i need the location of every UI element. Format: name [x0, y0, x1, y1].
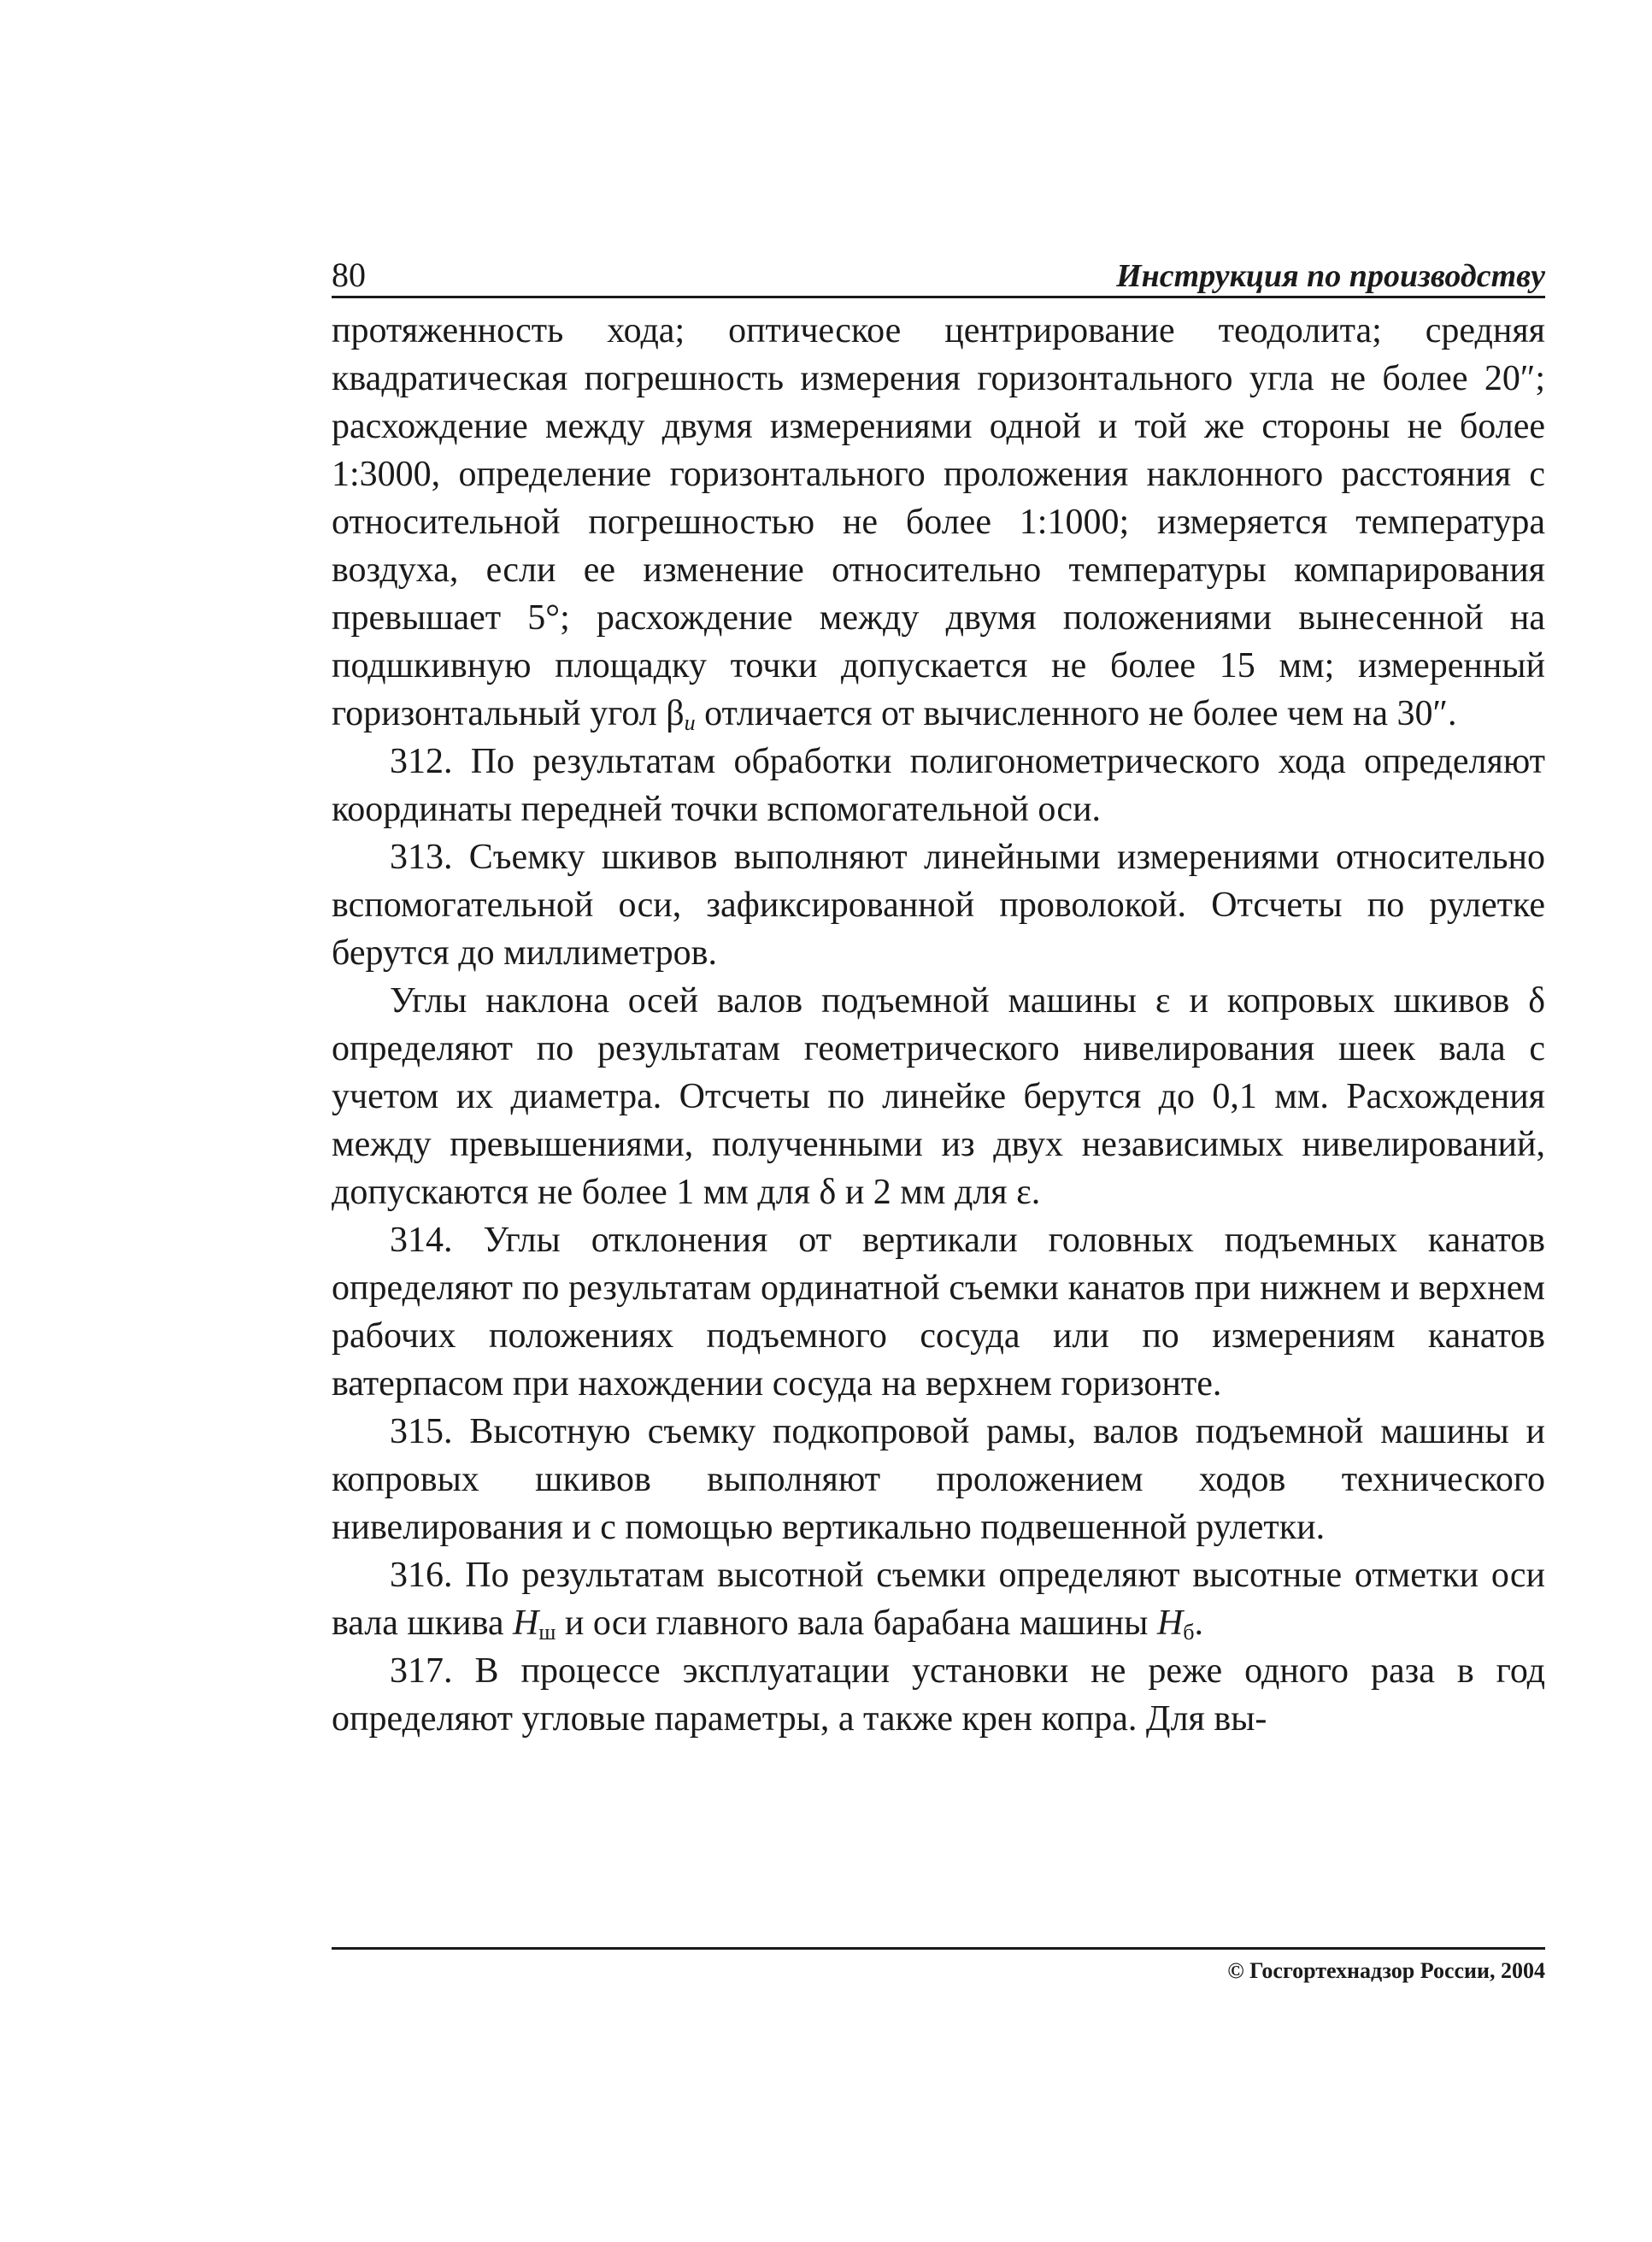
- page-footer: [332, 1947, 1545, 1984]
- paragraph-text-end: .: [1194, 1604, 1203, 1643]
- subscript-baraban: б: [1183, 1620, 1195, 1645]
- page-number: 80: [332, 256, 366, 294]
- symbol-h-shkiv: Н: [513, 1604, 539, 1643]
- running-title: Инструкция по производству: [1116, 258, 1545, 294]
- paragraph-313: 313. Съемку шкивов выполняют линейными измерениями относительно вспомогательной оси, зафиксированной проволокой. Отсчеты по рулетке берутся до миллиметров.: [332, 838, 1545, 973]
- page-content: [332, 248, 1545, 1743]
- paragraph-312: 312. По результатам обработки полигонометрического хода определяют координаты передней точки вспомогательной оси.: [332, 742, 1545, 829]
- paragraph-text: протяженность хода; оптическое центрирование теодолита; средняя квадратическая погрешность измерения горизонтального угла не более 20″; расхождение между двумя измерениями одной и той же стороны не более 1:3000, определение горизонтального проложения наклонного расстояния с относительной погрешностью не более 1:1000; измеряется температура воздуха, если ее изменение относительно температуры компарирования превышает 5°; расхождение между двумя положениями вынесенной на подшкивную площадку точки допускается не более 15 мм; измеренный горизонтальный угол β: [332, 311, 1545, 733]
- paragraph-313-continued: Углы наклона осей валов подъемной машины ε и копровых шкивов δ определяют по результатам геометрического нивелирования шеек вала с учетом их диаметра. Отсчеты по линейке берутся до 0,1 мм. Расхождения между превышениями, полученными из двух независимых нивелирований, допускаются не более 1 мм для δ и 2 мм для ε.: [332, 981, 1545, 1212]
- copyright-notice: © Госгортехнадзор России, 2004: [1227, 1958, 1545, 1983]
- paragraph-text-end: отличается от вычисленного не более чем на 30″.: [695, 694, 1457, 733]
- beta-subscript: и: [684, 710, 696, 735]
- page-header: [332, 248, 1545, 298]
- paragraph-text: 316. По результатам высотной съемки определяют высотные отметки оси вала шкива: [332, 1556, 1545, 1643]
- symbol-h-baraban: Н: [1156, 1604, 1184, 1643]
- paragraph-text: и оси главного вала барабана машины: [556, 1604, 1157, 1643]
- subscript-shkiv: ш: [538, 1620, 556, 1645]
- paragraph-317: 317. В процессе эксплуатации установки не реже одного раза в год определяют угловые параметры, а также крен копра. Для вы-: [332, 1651, 1545, 1739]
- paragraph-315: 315. Высотную съемку подкопровой рамы, валов подъемной машины и копровых шкивов выполняют проложением ходов технического нивелирования и с помощью вертикально подвешенной рулетки.: [332, 1412, 1545, 1547]
- body-text: [332, 307, 1545, 1743]
- paragraph-316: [332, 1551, 1545, 1647]
- paragraph-continuation: [332, 307, 1545, 738]
- paragraph-314: 314. Углы отклонения от вертикали головных подъемных канатов определяют по результатам ординатной съемки канатов при нижнем и верхнем рабочих положениях подъемного сосуда или по измерениям канатов ватерпасом при нахождении сосуда на верхнем горизонте.: [332, 1221, 1545, 1403]
